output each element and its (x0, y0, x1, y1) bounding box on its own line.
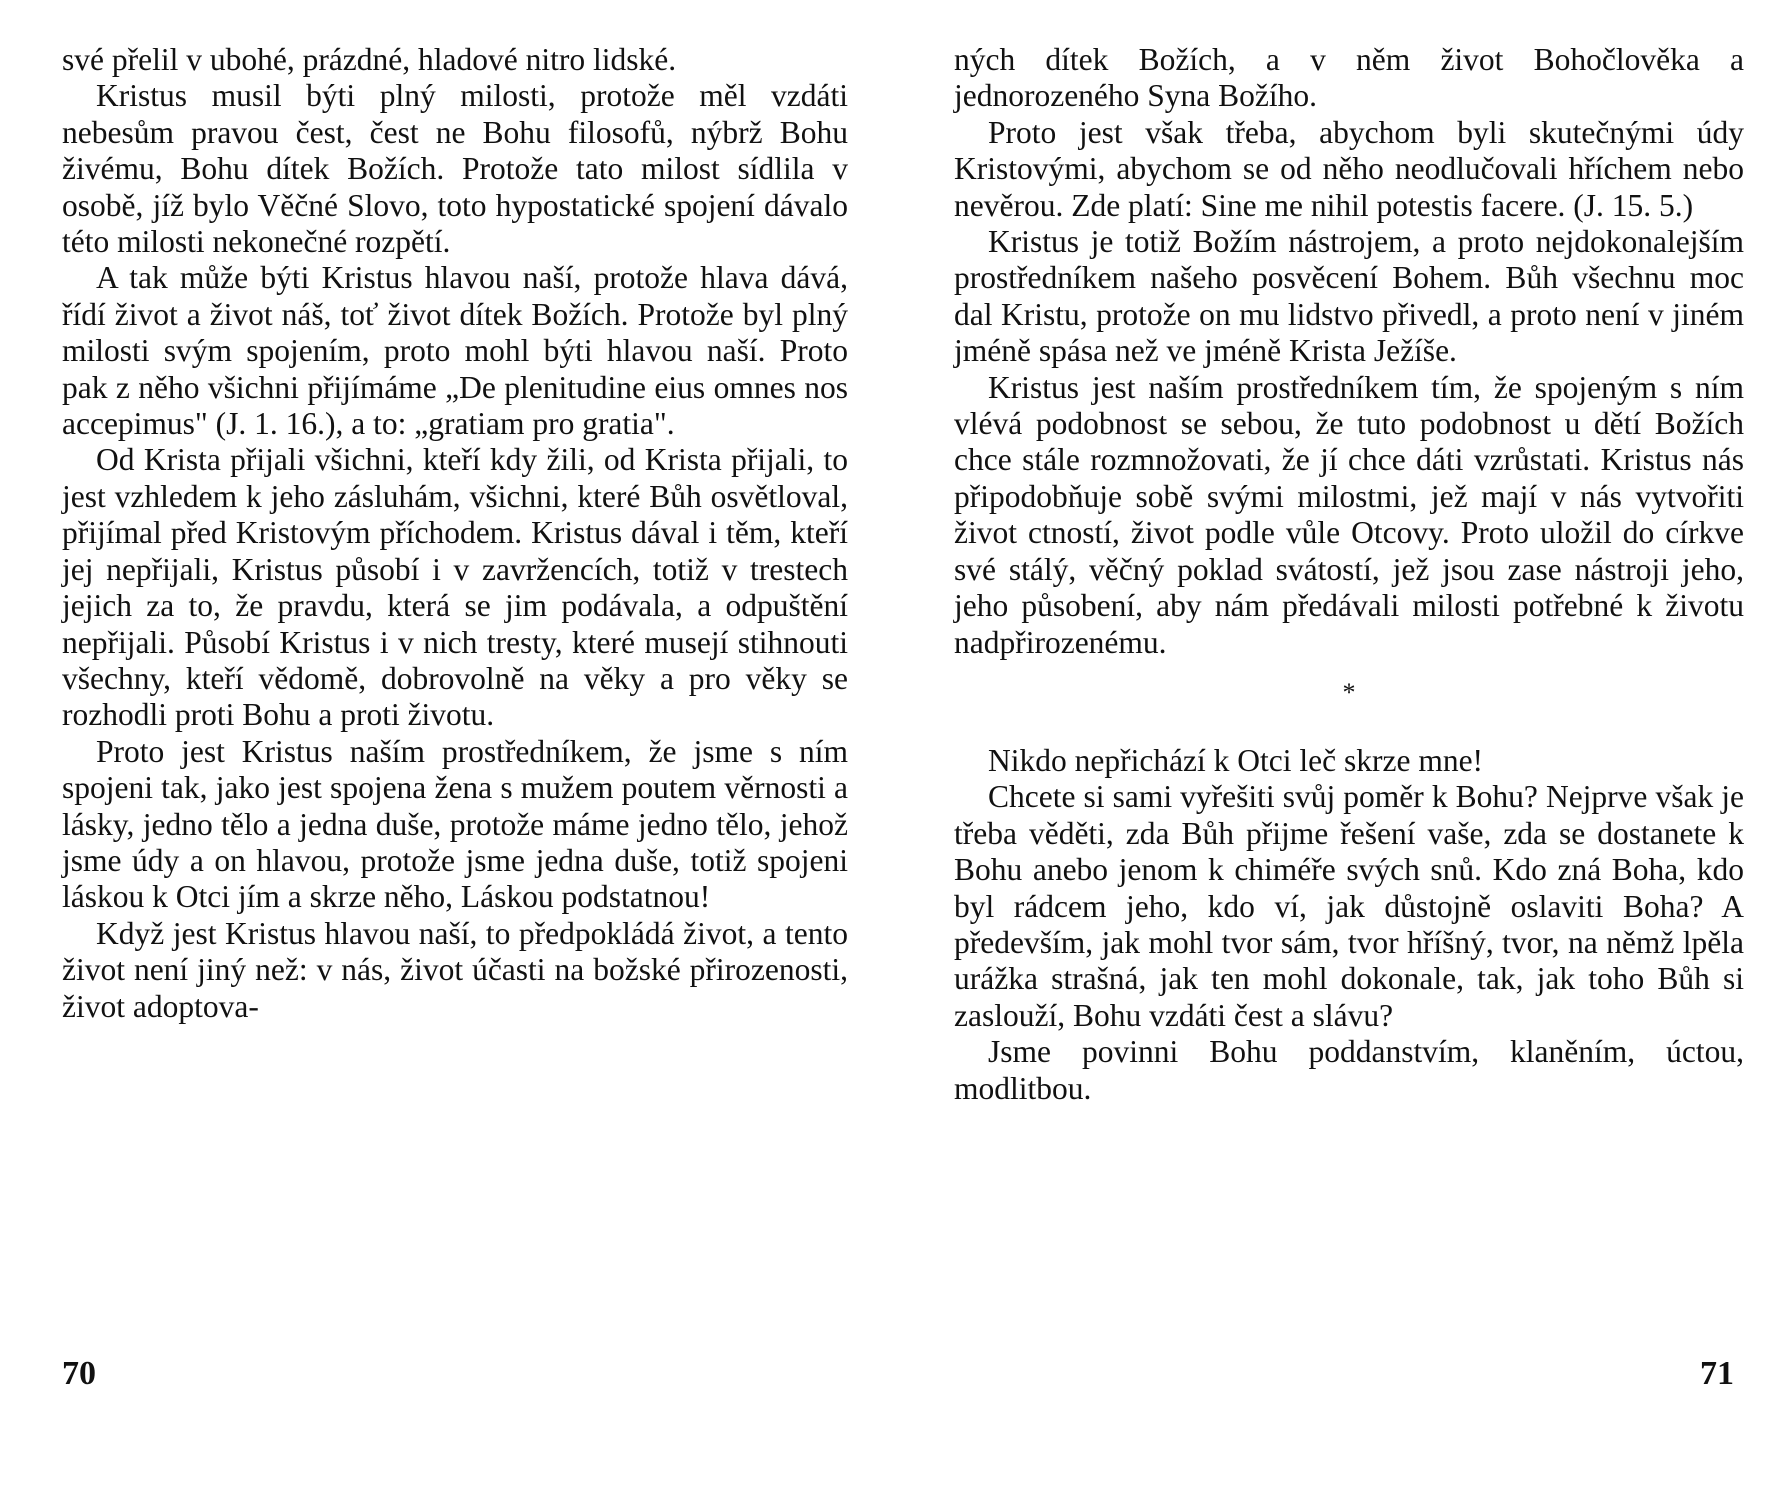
right-page-text (954, 42, 1744, 1107)
paragraph: Kristus musil býti plný milosti, protože měl vzdáti nebesům pravou čest, čest ne Bohu filosofů, nýbrž Bohu živému, Bohu dítek Božích. Protože tato milost sídlila v osobě, jíž bylo Věčné Slovo, toto hypostatické spojení dávalo této milosti nekonečné rozpětí. (62, 78, 848, 260)
paragraph: Chcete si sami vyřešiti svůj poměr k Bohu? Nejprve však je třeba věděti, zda Bůh přijme řešení vaše, zda se dostanete k Bohu anebo jenom k chiméře svých snů. Kdo zná Boha, kdo byl rádcem jeho, kdo ví, jak důstojně oslaviti Boha? A především, jak mohl tvor sám, tvor hříšný, tvor, na němž lpěla urážka strašná, jak ten mohl dokonale, tak, jak toho Bůh si zaslouží, Bohu vzdáti čest a slávu? (954, 779, 1744, 1033)
paragraph: Když jest Kristus hlavou naší, to předpokládá život, a tento život není jiný než: v nás, život účasti na božské přirozenosti, život adoptova- (62, 915, 848, 1024)
paragraph: své přelil v ubohé, prázdné, hladové nitro lidské. (62, 42, 677, 77)
paragraph: ných dítek Božích, a v něm život Bohočlověka a jednorozeného Syna Božího. (954, 42, 1744, 114)
paragraph: Nikdo nepřichází k Otci leč skrze mne! (988, 742, 1484, 778)
paragraph: Jsme povinni Bohu poddanstvím, klaněním, úctou, modlitbou. (954, 1034, 1744, 1106)
left-page-text (62, 42, 848, 1025)
paragraph: A tak může býti Kristus hlavou naší, protože hlava dává, řídí život a život náš, toť život dítek Božích. Protože byl plný milosti svým spojením, proto mohl býti hlavou naší. Proto pak z něho všichni přijímáme „De plenitudine eius omnes nos accepimus" (J. 1. 16.), a to: „gratiam pro gratia". (62, 260, 848, 442)
paragraph: Od Krista přijali všichni, kteří kdy žili, od Krista přijali, to jest vzhledem k jeho zásluhám, všichni, které Bůh osvětloval, přijímal před Kristovým příchodem. Kristus dával i těm, kteří jej nepřijali, Kristus působí i v zavržencích, totiž v trestech jejich za to, že pravdu, která se jim podávala, a odpuštění nepřijali. Působí Kristus i v nich tresty, které musejí stihnouti všechny, kteří vědomě, dobrovolně na věky a pro věky se rozhodli proti Bohu a proti životu. (62, 442, 848, 733)
right-page (940, 0, 1788, 1500)
paragraph: Proto jest Kristus naším prostředníkem, že jsme s ním spojeni tak, jako jest spojena žena s mužem poutem věrnosti a lásky, jedno tělo a jedna duše, protože máme jedno tělo, jehož jsme údy a on hlavou, protože jsme jedna duše, totiž spojeni láskou k Otci jím a skrze něho, Láskou podstatnou! (62, 733, 848, 915)
section-break-asterisk: * (1342, 677, 1356, 707)
page-number: 70 (62, 1355, 96, 1392)
left-page (0, 0, 880, 1500)
page-number: 71 (1700, 1355, 1734, 1392)
paragraph: Kristus je totiž Božím nástrojem, a proto nejdokonalejším prostředníkem našeho posvěcení Bohem. Bůh všechnu moc dal Kristu, protože on mu lidstvo přivedl, a proto není v jiném jméně spása než ve jméně Krista Ježíše. (954, 224, 1744, 369)
paragraph: Kristus jest naším prostředníkem tím, že spojeným s ním vlévá podobnost se sebou, že tuto podobnost u dětí Božích chce stále rozmnožovati, že jí chce dáti vzrůstati. Kristus nás připodobňuje sobě svými milostmi, jež mají v nás vytvořiti život ctností, život podle vůle Otcovy. Proto uložil do církve své stálý, věčný poklad svátostí, jež jsou zase nástroji jeho, jeho působení, aby nám předávali milosti potřebné k životu nadpřirozenému. (954, 369, 1744, 660)
paragraph: Proto jest však třeba, abychom byli skutečnými údy Kristovými, abychom se od něho neodlučovali hříchem nebo nevěrou. Zde platí: Sine me nihil potestis facere. (J. 15. 5.) (954, 114, 1744, 223)
